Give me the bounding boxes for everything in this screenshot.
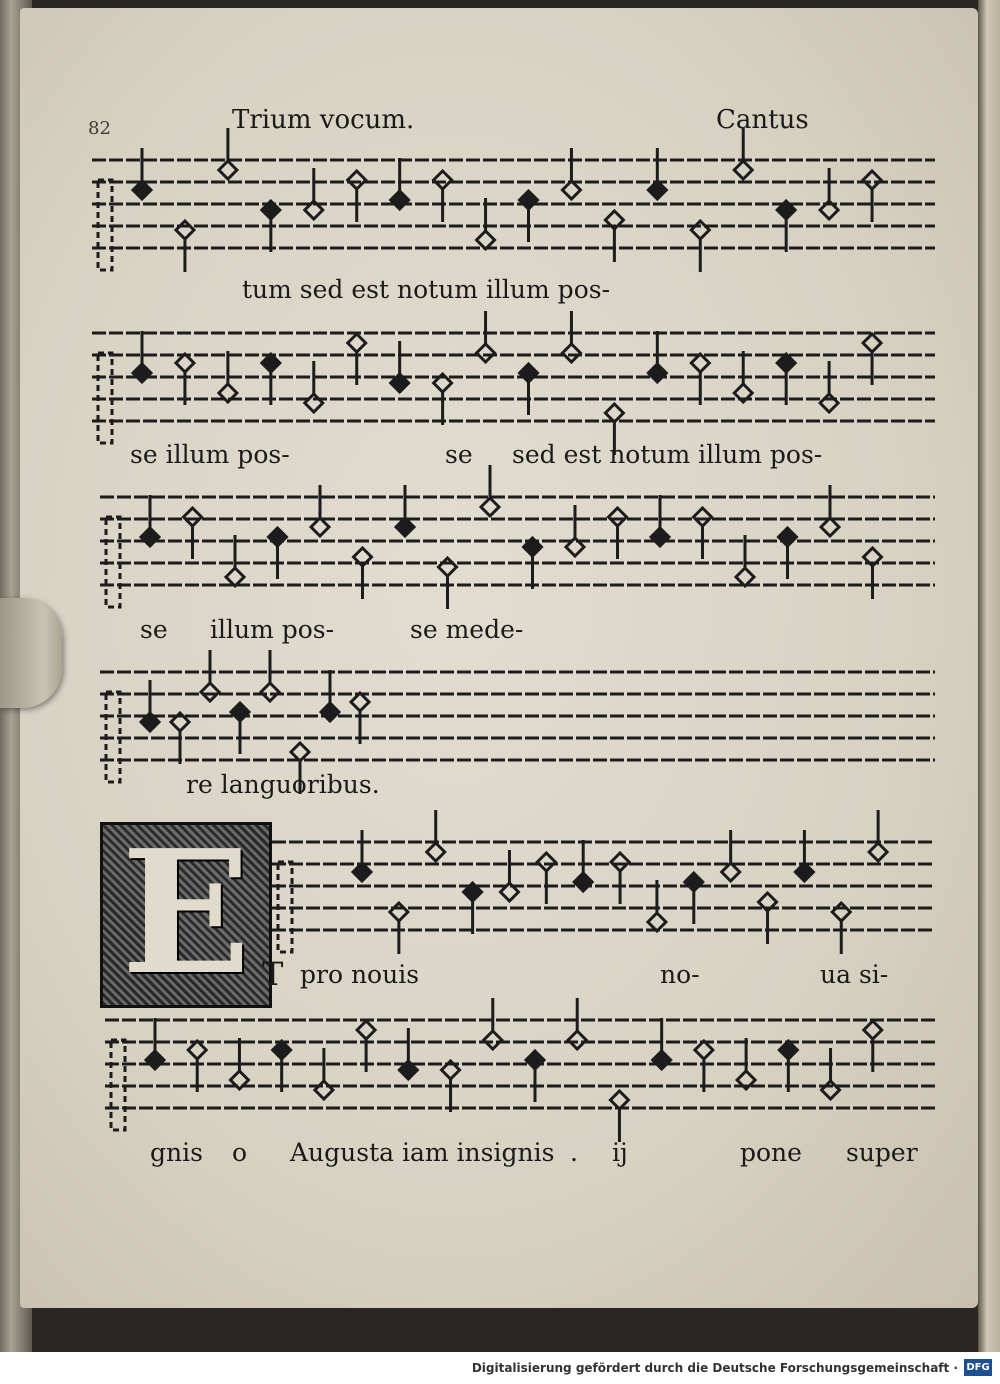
note-head <box>427 843 445 861</box>
lyric-line-6f: pone <box>740 1138 802 1167</box>
note-head <box>694 508 712 526</box>
running-title: Trium vocum. <box>232 105 415 135</box>
lyric-line-6c: Augusta iam insignis <box>290 1138 555 1167</box>
note-head <box>321 703 339 721</box>
lyric-line-6b: o <box>232 1138 248 1167</box>
note-head <box>863 171 881 189</box>
note-head <box>568 1031 586 1049</box>
note-head <box>348 334 366 352</box>
note-head <box>184 508 202 526</box>
note-head <box>226 568 244 586</box>
note-head <box>305 394 323 412</box>
note-head <box>353 863 371 881</box>
note-head <box>520 191 538 209</box>
note-head <box>610 1091 628 1109</box>
note-head <box>201 683 219 701</box>
note-head <box>357 1021 375 1039</box>
decorated-initial <box>100 813 272 1013</box>
note-head <box>269 528 287 546</box>
note-head <box>311 518 329 536</box>
lyric-line-3a: se <box>140 615 168 644</box>
lyric-line-5a: T <box>262 955 284 993</box>
note-head <box>651 528 669 546</box>
note-head <box>315 1081 333 1099</box>
note-head <box>779 1041 797 1059</box>
lyric-line-2a: se illum pos- <box>130 440 290 469</box>
initial-letter: E <box>121 813 251 1013</box>
note-head <box>653 1051 671 1069</box>
note-head <box>822 1081 840 1099</box>
note-head <box>562 181 580 199</box>
lyric-line-1: tum sed est notum illum pos- <box>242 275 611 304</box>
lyric-line-5d: ua si- <box>820 960 889 989</box>
note-head <box>141 528 159 546</box>
footer-bar <box>0 1352 1000 1384</box>
note-head <box>133 364 151 382</box>
note-head <box>779 528 797 546</box>
note-head <box>648 913 666 931</box>
note-head <box>734 161 752 179</box>
note-head <box>219 161 237 179</box>
note-head <box>481 498 499 516</box>
note-head <box>439 558 457 576</box>
note-head <box>291 743 309 761</box>
note-head <box>820 394 838 412</box>
note-head <box>434 171 452 189</box>
lyric-line-6g: super <box>846 1138 918 1167</box>
note-head <box>795 863 813 881</box>
note-head <box>864 1021 882 1039</box>
note-head <box>648 181 666 199</box>
note-head <box>351 693 369 711</box>
note-head <box>832 903 850 921</box>
note-head <box>722 863 740 881</box>
note-head <box>736 568 754 586</box>
page-number: 82 <box>88 118 111 139</box>
note-head <box>176 354 194 372</box>
lyric-line-3c: se mede- <box>410 615 524 644</box>
note-head <box>691 221 709 239</box>
note-head <box>691 354 709 372</box>
lyric-line-5c: no- <box>660 960 700 989</box>
note-head <box>562 344 580 362</box>
lyric-line-2b: se <box>445 440 473 469</box>
note-head <box>262 354 280 372</box>
note-head <box>863 334 881 352</box>
voice-part-label: Cantus <box>716 105 809 135</box>
note-head <box>231 703 249 721</box>
note-head <box>176 221 194 239</box>
lyric-line-2c: sed est notum illum pos- <box>512 440 823 469</box>
funding-credit: Digitalisierung gefördert durch die Deutsche Forschungsgemeinschaft · <box>471 1361 958 1375</box>
note-head <box>611 853 629 871</box>
note-head <box>869 843 887 861</box>
note-head <box>648 364 666 382</box>
lyric-line-5b: pro nouis <box>300 960 420 989</box>
note-head <box>574 873 592 891</box>
note-head <box>484 1031 502 1049</box>
note-head <box>537 853 555 871</box>
dfg-logo: DFG <box>964 1359 992 1376</box>
note-head <box>609 508 627 526</box>
lyric-line-6d: . <box>570 1138 578 1167</box>
note-head <box>391 191 409 209</box>
lyric-line-6a: gnis <box>150 1138 203 1167</box>
note-head <box>685 873 703 891</box>
note-head <box>261 683 279 701</box>
note-head <box>777 354 795 372</box>
note-head <box>821 518 839 536</box>
note-head <box>348 171 366 189</box>
lyric-line-6e: ij <box>612 1138 628 1167</box>
lyric-line-3b: illum pos- <box>210 615 335 644</box>
note-head <box>273 1041 291 1059</box>
note-head <box>188 1041 206 1059</box>
note-head <box>695 1041 713 1059</box>
note-head <box>477 344 495 362</box>
note-head <box>133 181 151 199</box>
lyric-line-4: re languoribus. <box>186 770 380 799</box>
note-head <box>390 903 408 921</box>
note-head <box>520 364 538 382</box>
note-head <box>396 518 414 536</box>
note-head <box>605 404 623 422</box>
note-head <box>146 1051 164 1069</box>
note-head <box>477 231 495 249</box>
note-head <box>526 1051 544 1069</box>
